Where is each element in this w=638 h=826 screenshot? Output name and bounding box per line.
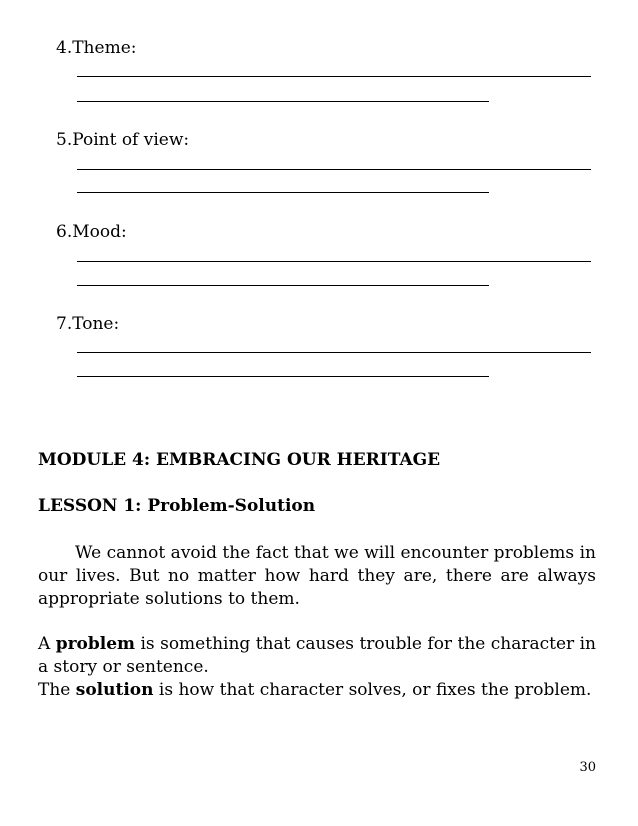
module-title: MODULE 4: EMBRACING OUR HERITAGE bbox=[38, 450, 441, 470]
intro-paragraph: We cannot avoid the fact that we will encounter problems in our lives. But no matter how hard they are, there are always appropriate solutions to them. bbox=[38, 543, 596, 609]
problem-term: problem bbox=[55, 634, 136, 654]
page-number: 30 bbox=[579, 760, 596, 775]
solution-rest: is how that character solves, or fixes the problem. bbox=[153, 680, 592, 700]
problem-prefix: A bbox=[38, 634, 56, 654]
problem-rest: is something that causes trouble for the character in a story or sentence. bbox=[38, 634, 596, 677]
solution-term: solution bbox=[75, 680, 154, 700]
answer-line[interactable] bbox=[77, 376, 489, 377]
question-theme-label: 4.Theme: bbox=[56, 38, 137, 58]
solution-definition bbox=[38, 679, 596, 702]
question-tone-label: 7.Tone: bbox=[56, 314, 120, 334]
lesson-title: LESSON 1: Problem-Solution bbox=[38, 496, 316, 516]
problem-definition bbox=[38, 633, 596, 679]
answer-line[interactable] bbox=[77, 169, 591, 170]
question-mood-label: 6.Mood: bbox=[56, 222, 127, 242]
solution-prefix: The bbox=[38, 680, 76, 700]
answer-line[interactable] bbox=[77, 261, 591, 262]
answer-line[interactable] bbox=[77, 192, 489, 193]
answer-line[interactable] bbox=[77, 76, 591, 77]
question-point-of-view-label: 5.Point of view: bbox=[56, 130, 190, 150]
answer-line[interactable] bbox=[77, 285, 489, 286]
answer-line[interactable] bbox=[77, 101, 489, 102]
answer-line[interactable] bbox=[77, 352, 591, 353]
